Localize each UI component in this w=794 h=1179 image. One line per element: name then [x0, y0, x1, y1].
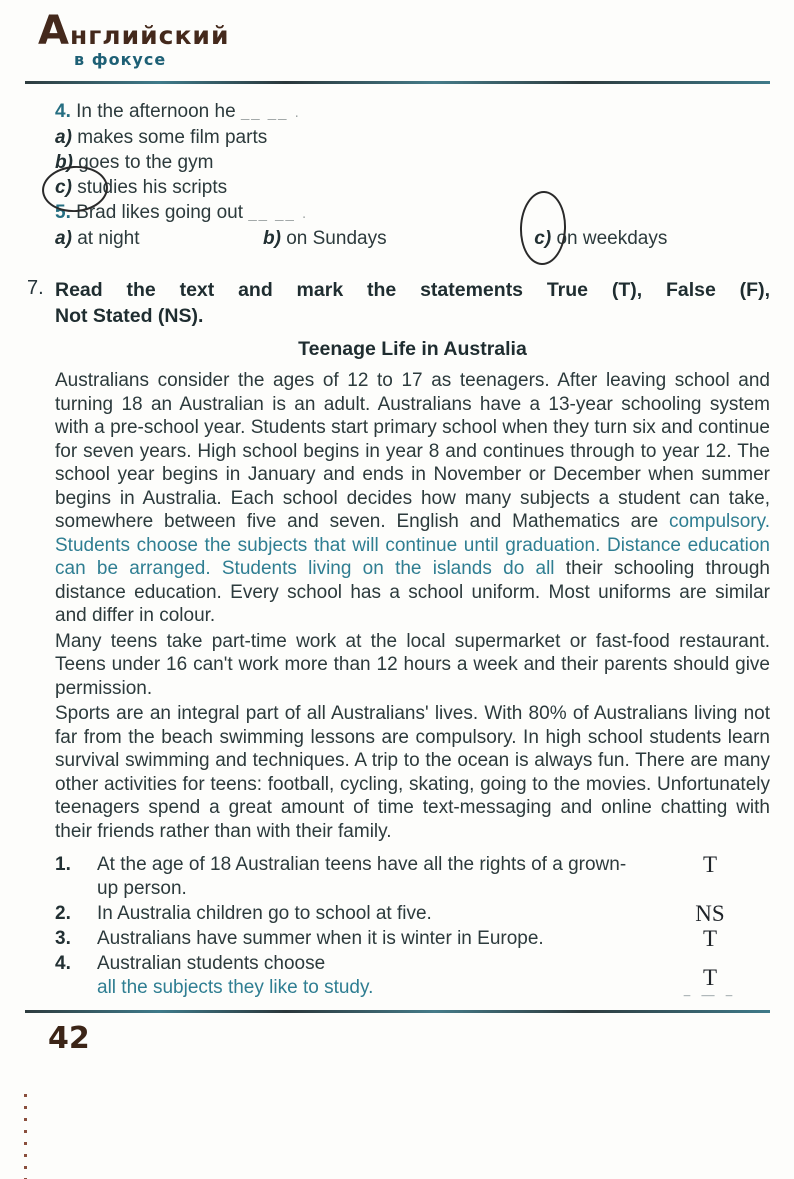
logo-title: Английский	[38, 8, 230, 54]
q5-option-c-letter: c)	[534, 227, 552, 249]
question-5	[55, 200, 770, 226]
statement-4-handwritten-answer	[650, 966, 770, 1000]
paragraph-1-segment-3: their schooling through distance education. Every school has a school uniform. Most uniforms are similar and differ in colour.	[55, 558, 770, 626]
statement-1-handwritten-answer: T	[702, 852, 718, 877]
q5-option-a-text: at night	[77, 227, 140, 249]
question-4-text: In the afternoon he	[76, 100, 236, 122]
q5-option-a-letter: a)	[55, 227, 72, 249]
statement-row-4	[55, 952, 770, 1000]
statements-list	[55, 853, 770, 1000]
statement-4-number: 4.	[55, 953, 71, 974]
q4-option-b-letter: b)	[55, 151, 73, 173]
q4-option-a-text: makes some film parts	[77, 126, 268, 148]
q5-option-c-text: on weekdays	[556, 227, 668, 249]
dotted-margin-border	[24, 1094, 27, 1179]
q4-option-c-text: studies his scripts	[77, 176, 228, 198]
statement-3-number: 3.	[55, 928, 71, 949]
question-5-text: Brad likes going out	[76, 201, 244, 223]
statement-2-text: In Australia children go to school at five.	[97, 903, 432, 924]
statement-2-handwritten-answer: NS	[695, 901, 725, 926]
statement-4-text	[97, 952, 632, 1000]
statement-4-answer-blank-line: – — –	[683, 987, 737, 1002]
question-4	[55, 99, 770, 125]
exercise-7-number: 7.	[27, 276, 44, 299]
reading-text-title: Teenage Life in Australia	[298, 337, 527, 360]
q5-options-row	[55, 226, 770, 251]
q5-option-b-text: on Sundays	[286, 227, 387, 249]
statement-4-text-line2-faded: all the subjects they like to study.	[97, 977, 374, 998]
statement-3-handwritten-answer: T	[702, 926, 718, 951]
handdrawn-circle-q5-answer	[519, 190, 568, 266]
q4-option-b	[55, 150, 770, 175]
statement-row-3	[55, 927, 770, 951]
question-4-blank: __ __ .	[240, 103, 301, 121]
q4-option-b-text: goes to the gym	[78, 151, 214, 173]
statement-1-text: At the age of 18 Australian teens have all the rights of a grown-up person.	[97, 854, 627, 899]
q4-option-a-letter: a)	[55, 126, 72, 148]
statement-row-2	[55, 902, 770, 926]
statement-row-1	[55, 853, 770, 901]
logo-subtitle: в фокусе	[74, 50, 167, 69]
question-5-number: 5.	[55, 201, 71, 223]
reading-paragraph-3: Sports are an integral part of all Australians' lives. With 80% of Australians living not far from the beach swimming lessons are compulsory. In high school students learn survival swimming and techniques. A trip to the ocean is always fun. There are many other activities for teens: football, cycling, skating, going to the movies. Unfortunately teenagers spend a great amount of time text-messaging and online chatting with their friends rather than with their family.	[55, 703, 770, 842]
question-5-blank: __ __ .	[248, 204, 309, 222]
q4-option-a	[55, 125, 770, 150]
reading-paragraph-2: Many teens take part-time work at the local supermarket or fast-food restaurant. Teens under 16 can't work more than 12 hours a week and their parents should give permission.	[55, 630, 770, 699]
statement-4-text-line1: Australian students choose	[97, 953, 326, 974]
q4-option-c-letter: c)	[55, 176, 72, 198]
spotlight-logo	[38, 8, 794, 72]
q4-option-c	[55, 175, 770, 200]
paragraph-1-segment-1: Australians consider the ages of 12 to 17 as teenagers. After leaving school and turning 18 an Australian is an adult. Australians have a 13-year schooling system with a pre-school year. Students start primary school when they turn six and continue for seven years. High school begins in year 8 and continues through to year 12. The school year begins in January and ends in November or December when summer begins in Australia. Each school decides how many subjects a student can take, somewhere between five and seven. English and Mathematics are	[55, 370, 770, 532]
reading-paragraph-1	[55, 369, 770, 628]
header-divider	[25, 81, 770, 84]
statement-3-text: Australians have summer when it is winter in Europe.	[97, 928, 544, 949]
q5-option-b-letter: b)	[263, 227, 281, 249]
exercise-7-header	[27, 276, 770, 329]
q5-option-a	[55, 226, 263, 251]
q5-option-b	[263, 226, 529, 251]
page-number: 42	[48, 1021, 90, 1056]
footer-divider	[25, 1010, 770, 1013]
exercise-7-instruction-line2: Not Stated (NS).	[55, 304, 204, 327]
question-4-number: 4.	[55, 100, 71, 122]
exercise-6-items	[55, 99, 770, 251]
statement-4-answer-mark: T	[702, 965, 718, 990]
paragraph-1-segment-2-faded: compulsory. Students choose the subjects that will continue until graduation. Distance education can be arranged. Students living on the islands do all	[55, 511, 770, 579]
exercise-7-instruction-line1: Read the text and mark the statements True (T), False (F),	[55, 278, 770, 301]
statement-2-number: 2.	[55, 903, 71, 924]
statement-1-number: 1.	[55, 854, 71, 875]
